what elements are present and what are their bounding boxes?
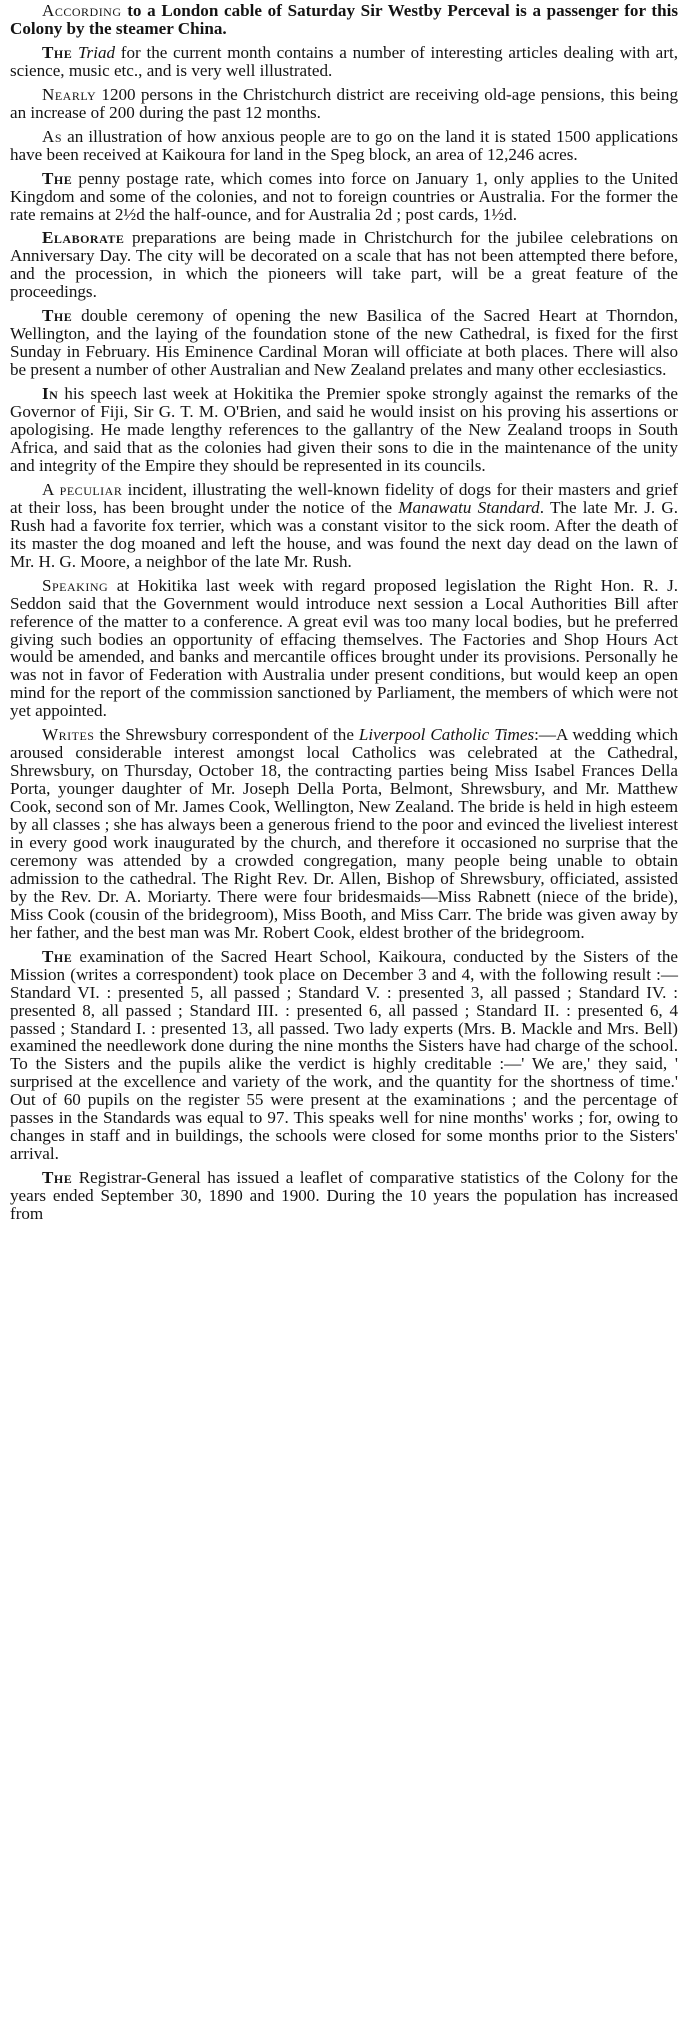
paragraph-text: incident, illustrating the well-known fidelity of dogs for their masters and grief at their loss, has been brought under the notice of the [10, 479, 678, 517]
paragraph-basilica [10, 307, 678, 379]
paragraph-text: his speech last week at Hokitika the Premier spoke strongly against the remarks of the Governor of Fiji, Sir G. T. M. O'Brien, and said he would insist on his proving his assertions or apologising. He made lengthy references to the gallantry of the New Zealand troops in South Africa, and said that as the colonies had given their sons to die in the maintenance of the unity and integrity of the Empire they should be represented in its councils. [10, 384, 678, 475]
paragraph-triad [10, 44, 678, 80]
lead-word: Elaborate [42, 228, 125, 248]
paragraph-jubilee [10, 229, 678, 301]
paragraph-text: an illustration of how anxious people are to go on the land it is stated 1500 applications have been received at Kaikoura for land in the Speg block, an area of 12,246 acres. [10, 126, 678, 164]
lead-word: The [42, 42, 73, 62]
paragraph-sacred-heart-school [10, 948, 678, 1163]
paragraph-pensions [10, 86, 678, 122]
paragraph-perceval [10, 2, 678, 38]
publication-title: Liverpool Catholic Times [358, 725, 535, 745]
lead-word: In [42, 384, 59, 404]
publication-title: Manawatu Standard [398, 497, 540, 517]
lead-word: The [42, 168, 73, 188]
lead-word: Writes [42, 725, 95, 745]
lead-word: The [42, 946, 73, 966]
paragraph-text: the Shrewsbury correspondent of the [94, 725, 359, 745]
paragraph-fox-terrier [10, 481, 678, 571]
lead-word: According [42, 1, 122, 20]
paragraph-text: preparations are being made in Christchurch for the jubilee celebrations on Anniversary Day. The city will be decorated on a scale that has not been attempted there before, and the procession, in which the pioneers will take part, will be a great feature of the proceedings. [10, 228, 678, 302]
lead-word: As [42, 126, 63, 146]
paragraph-text: at Hokitika last week with regard proposed legislation the Right Hon. R. J. Seddon said that the Government would introduce next session a Local Authorities Bill after reference of the matter to a conference. A great evil was too many local bodies, but he preferred giving such bodies an opportunity of effacing themselves. The Factories and Shop Hours Act would be amended, and banks and mercantile offices brought under its provisions. Personally he was not in favor of Federation with Australia under present conditions, but would keep an open mind for the report of the commission sanctioned by Parliament, the members of which were not yet appointed. [10, 575, 678, 721]
paragraph-text: examination of the Sacred Heart School, Kaikoura, conducted by the Sisters of the Mission (writes a correspondent) took place on December 3 and 4, with the following result :—Standard VI. : presented 5, all passed ; Standard V. : presented 3, all passed ; Standard IV. : presented 8, all passed ; Standard III. : presented 6, all passed ; Standard II. : presented 6, 4 passed ; Standard I. : presented 13, all passed. Two lady experts (Mrs. B. Mackle and Mrs. Bell) examined the needlework done during the nine months the Sisters have had charge of the school. To the Sisters and the pupils alike the verdict is highly creditable :—' We are,' they said, ' surprised at the excellence and variety of the work, and the quantity for the shortness of time.' Out of 60 pupils on the register 55 were present at the examinations ; and the percentage of passes in the Standards was equal to 97. This speaks well for nine months' works ; for, owing to changes in staff and in buildings, the schools were closed for some months prior to the Sisters' arrival. [10, 946, 678, 1164]
lead-word: Nearly [42, 84, 97, 104]
newspaper-column [10, 2, 678, 1229]
paragraph-text: to a London cable of Saturday Sir Westby Perceval is a passenger for this Colony by the steamer China. [10, 1, 678, 38]
lead-word: A peculiar [42, 479, 123, 499]
lead-word: The [42, 306, 73, 326]
paragraph-text: double ceremony of opening the new Basilica of the Sacred Heart at Thorndon, Wellington, and the laying of the foundation stone of the new Cathedral, is fixed for the first Sunday in February. His Eminence Cardinal Moran will officiate at both places. There will also be present a number of other Australian and New Zealand prelates and many other ecclesiastics. [10, 306, 678, 380]
lead-word: Speaking [42, 575, 109, 595]
paragraph-text: for the current month contains a number of interesting articles dealing with art, science, music etc., and is very well illustrated. [10, 42, 678, 80]
paragraph-registrar-general [10, 1169, 678, 1223]
lead-word: The [42, 1168, 73, 1188]
paragraph-text: penny postage rate, which comes into force on January 1, only applies to the United Kingdom and some of the colonies, and not to foreign countries or Australia. For the former the rate remains at 2½d the half-ounce, and for Australia 2d ; post cards, 1½d. [10, 168, 678, 224]
paragraph-text: Registrar-General has issued a leaflet of comparative statistics of the Colony for the years ended September 30, 1890 and 1900. During the 10 years the population has increased from [10, 1168, 678, 1224]
paragraph-penny-postage [10, 170, 678, 224]
paragraph-text: 1200 persons in the Christchurch district are receiving old-age pensions, this being an increase of 200 during the past 12 months. [10, 84, 678, 122]
publication-title: Triad [77, 42, 116, 62]
paragraph-text-continued: . The late Mr. J. G. Rush had a favorite fox terrier, which was a constant visitor to the sick room. After the death of its master the dog moaned and left the house, and was found the next day dead on the lawn of Mr. H. G. Moore, a neighbor of the late Mr. Rush. [10, 497, 678, 571]
paragraph-text-continued: :—A wedding which aroused considerable interest amongst local Catholics was celebrated at the Cathedral, Shrewsbury, on Thursday, October 18, the contracting parties being Miss Isabel Frances Della Porta, younger daughter of Mr. Joseph Della Porta, Belmont, Shrewsbury, and Mr. Matthew Cook, second son of Mr. James Cook, Wellington, New Zealand. The bride is held in high esteem by all classes ; she has always been a generous friend to the poor and evinced the liveliest interest in every good work inaugurated by the church, and therefore it occasioned no surprise that the ceremony was attended by a crowded congregation, many people being unable to obtain admission to the cathedral. The Right Rev. Dr. Allen, Bishop of Shrewsbury, officiated, assisted by the Rev. Dr. A. Moriarty. There were four bridesmaids—Miss Rabnett (niece of the bride), Miss Cook (cousin of the bridegroom), Miss Booth, and Miss Carr. The bride was given away by her father, and the best man was Mr. Robert Cook, eldest brother of the bridegroom. [10, 725, 679, 942]
paragraph-kaikoura-land [10, 128, 678, 164]
paragraph-shrewsbury-wedding [10, 726, 678, 941]
paragraph-seddon [10, 577, 678, 721]
paragraph-premier-speech [10, 385, 678, 475]
